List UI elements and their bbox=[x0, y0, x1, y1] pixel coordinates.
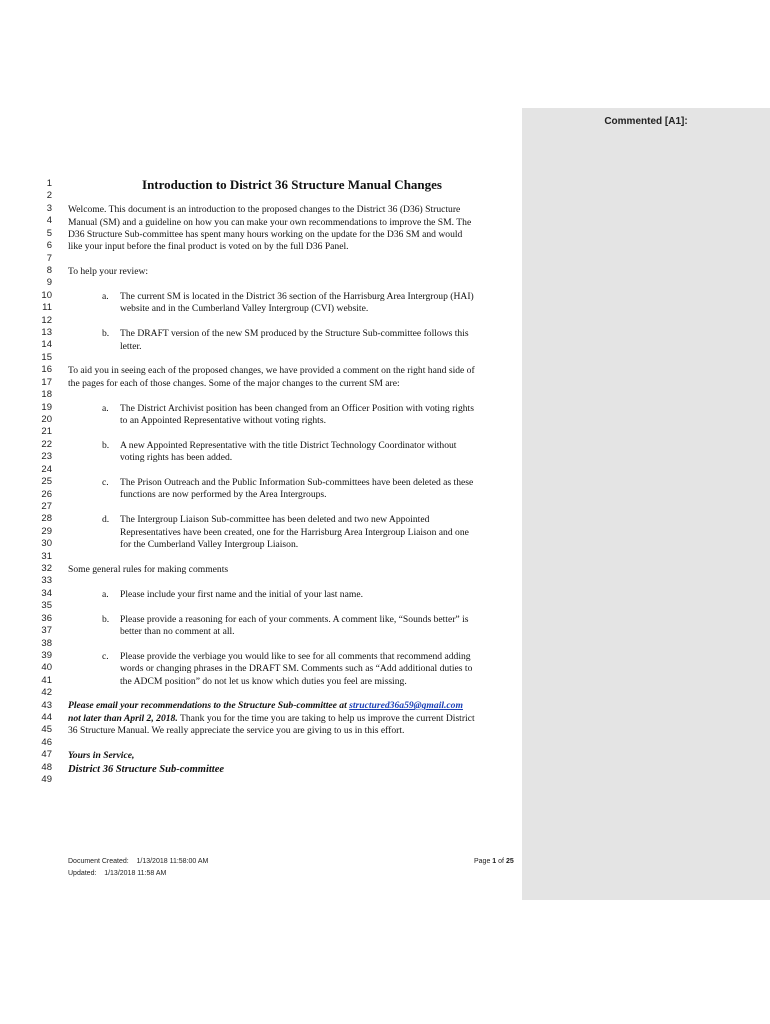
line-number: 19 bbox=[41, 401, 52, 413]
list-item-line: The Intergroup Liaison Sub-committee has been deleted and two new Appointed bbox=[120, 514, 430, 525]
line-number: 29 bbox=[41, 525, 52, 537]
page-number bbox=[474, 858, 514, 865]
line-number: 39 bbox=[41, 649, 52, 661]
line-number: 42 bbox=[41, 687, 52, 699]
line-number: 27 bbox=[41, 500, 52, 512]
line-number: 18 bbox=[41, 389, 52, 401]
line-number: 9 bbox=[46, 277, 52, 289]
line-number: 4 bbox=[46, 215, 52, 227]
line-number: 24 bbox=[41, 463, 52, 475]
aid-line: To aid you in seeing each of the proposed changes, we have provided a comment on the right hand side of bbox=[68, 365, 475, 376]
list-item-letter: a. bbox=[102, 291, 109, 302]
line-number: 3 bbox=[46, 202, 52, 214]
list-item-line: letter. bbox=[120, 341, 142, 352]
list-item-line: functions are now performed by the Area Intergroups. bbox=[120, 489, 327, 500]
page-prefix: Page bbox=[474, 858, 493, 865]
page-current: 1 bbox=[492, 858, 497, 865]
list-item-line: better than no comment at all. bbox=[120, 626, 235, 637]
footer-updated bbox=[68, 870, 166, 877]
deadline-text: not later than April 2, 2018. bbox=[68, 713, 178, 724]
line-number: 44 bbox=[41, 712, 52, 724]
list-item-letter: b. bbox=[102, 614, 110, 625]
document-title: Introduction to District 36 Structure Manual Changes bbox=[142, 177, 442, 192]
line-number: 43 bbox=[41, 699, 52, 711]
rules-heading: Some general rules for making comments bbox=[68, 564, 229, 575]
list-item-line: for the Cumberland Valley Intergroup Liaison. bbox=[120, 539, 299, 550]
line-number: 26 bbox=[41, 488, 52, 500]
list-item-letter: b. bbox=[102, 328, 110, 339]
line-number: 5 bbox=[46, 227, 52, 239]
welcome-line: Welcome. This document is an introduction to the proposed changes to the District 36 (D36) Structure bbox=[68, 204, 461, 215]
created-label: Document Created: bbox=[68, 858, 129, 865]
list-item-letter: c. bbox=[102, 651, 109, 662]
aid-line: the pages for each of those changes. Some of the major changes to the current SM are: bbox=[68, 378, 400, 389]
created-value: 1/13/2018 11:58:00 AM bbox=[136, 858, 209, 865]
list-item-letter: a. bbox=[102, 403, 109, 414]
line-number: 35 bbox=[41, 600, 52, 612]
list-item-line: The District Archivist position has been changed from an Officer Position with voting rights bbox=[120, 403, 474, 414]
list-item-line: voting rights has been added. bbox=[120, 452, 233, 463]
line-number: 20 bbox=[41, 413, 52, 425]
line-number: 17 bbox=[41, 376, 52, 388]
list-item-line: to an Appointed Representative without voting rights. bbox=[120, 415, 326, 426]
line-number: 31 bbox=[41, 550, 52, 562]
line-number: 15 bbox=[41, 351, 52, 363]
line-number: 49 bbox=[41, 774, 52, 786]
line-number: 21 bbox=[41, 426, 52, 438]
list-item-line: Please provide the verbiage you would like to see for all comments that recommend adding bbox=[120, 651, 471, 662]
line-number: 40 bbox=[41, 662, 52, 674]
line-number: 11 bbox=[42, 302, 52, 314]
line-number: 38 bbox=[41, 637, 52, 649]
updated-label: Updated: bbox=[68, 870, 97, 877]
footer-created bbox=[68, 858, 208, 865]
closing-line: 36 Structure Manual. We really appreciate the service you are giving to us in this effort. bbox=[68, 725, 405, 736]
email-request-text: Please email your recommendations to the Structure Sub-committee at bbox=[68, 700, 350, 711]
signature-name: District 36 Structure Sub-committee bbox=[68, 764, 225, 775]
line-number: 14 bbox=[41, 339, 52, 351]
line-number: 36 bbox=[41, 612, 52, 624]
line-number: 13 bbox=[41, 327, 52, 339]
line-number: 22 bbox=[41, 438, 52, 450]
list-item-line: words or changing phrases in the DRAFT SM. Comments such as “Add additional duties to bbox=[120, 663, 473, 674]
line-number: 33 bbox=[41, 575, 52, 587]
list-item-line: The current SM is located in the District 36 section of the Harrisburg Area Intergroup (HAI) bbox=[120, 291, 474, 302]
line-number: 10 bbox=[41, 289, 52, 301]
line-number: 7 bbox=[46, 252, 52, 264]
welcome-line: like your input before the final product is voted on by the full D36 Panel. bbox=[68, 241, 349, 252]
line-number: 2 bbox=[46, 190, 52, 202]
list-item-line: Please provide a reasoning for each of your comments. A comment like, “Sounds better” is bbox=[120, 614, 469, 625]
line-number: 32 bbox=[41, 563, 52, 575]
line-number: 41 bbox=[41, 674, 52, 686]
line-number: 47 bbox=[41, 749, 52, 761]
list-item-letter: c. bbox=[102, 477, 109, 488]
list-item-line: Please include your first name and the initial of your last name. bbox=[120, 589, 363, 600]
line-number: 45 bbox=[41, 724, 52, 736]
line-number: 37 bbox=[41, 625, 52, 637]
list-item-line: the ADCM position” do not let us know which duties you feel are missing. bbox=[120, 676, 407, 687]
list-item-line: Representatives have been created, one for the Harrisburg Area Intergroup Liaison and one bbox=[120, 527, 469, 538]
line-number: 23 bbox=[41, 451, 52, 463]
list-item-letter: a. bbox=[102, 589, 109, 600]
list-item-letter: b. bbox=[102, 440, 110, 451]
thanks-text: Thank you for the time you are taking to help us improve the current District bbox=[177, 713, 475, 724]
list-item-line: A new Appointed Representative with the title District Technology Coordinator without bbox=[120, 440, 457, 451]
welcome-line: Manual (SM) and a guideline on how you can make your own recommendations to improve the SM. The bbox=[68, 217, 472, 228]
line-number: 25 bbox=[41, 476, 52, 488]
line-number: 28 bbox=[41, 513, 52, 525]
signature-salutation: Yours in Service, bbox=[68, 750, 135, 761]
list-item-line: website and in the Cumberland Valley Intergroup (CVI) website. bbox=[120, 303, 369, 314]
welcome-line: D36 Structure Sub-committee has spent many hours working on the update for the D36 SM and would bbox=[68, 229, 463, 240]
list-item-letter: d. bbox=[102, 514, 110, 525]
line-number: 12 bbox=[41, 314, 52, 326]
line-number: 6 bbox=[46, 240, 52, 252]
comment-title[interactable]: Commented [A1]: bbox=[604, 116, 688, 127]
closing-line bbox=[68, 713, 475, 725]
list-item-line: The DRAFT version of the new SM produced by the Structure Sub-committee follows this bbox=[120, 328, 469, 339]
list-item-line: The Prison Outreach and the Public Information Sub-committees have been deleted as these bbox=[120, 477, 474, 488]
page-of: of bbox=[496, 858, 506, 865]
line-number: 8 bbox=[46, 264, 52, 276]
closing-line bbox=[68, 700, 463, 712]
email-link[interactable]: structured36a59@gmail.com bbox=[349, 700, 463, 711]
help-heading: To help your review: bbox=[68, 266, 149, 277]
updated-value: 1/13/2018 11:58 AM bbox=[104, 870, 167, 877]
line-number: 48 bbox=[41, 761, 52, 773]
line-number: 1 bbox=[46, 178, 52, 189]
line-number: 30 bbox=[41, 538, 52, 550]
page-total: 25 bbox=[505, 858, 514, 865]
line-number: 46 bbox=[41, 736, 52, 748]
comment-pane[interactable] bbox=[522, 108, 770, 900]
line-number: 34 bbox=[41, 587, 52, 599]
line-number: 16 bbox=[41, 364, 52, 376]
